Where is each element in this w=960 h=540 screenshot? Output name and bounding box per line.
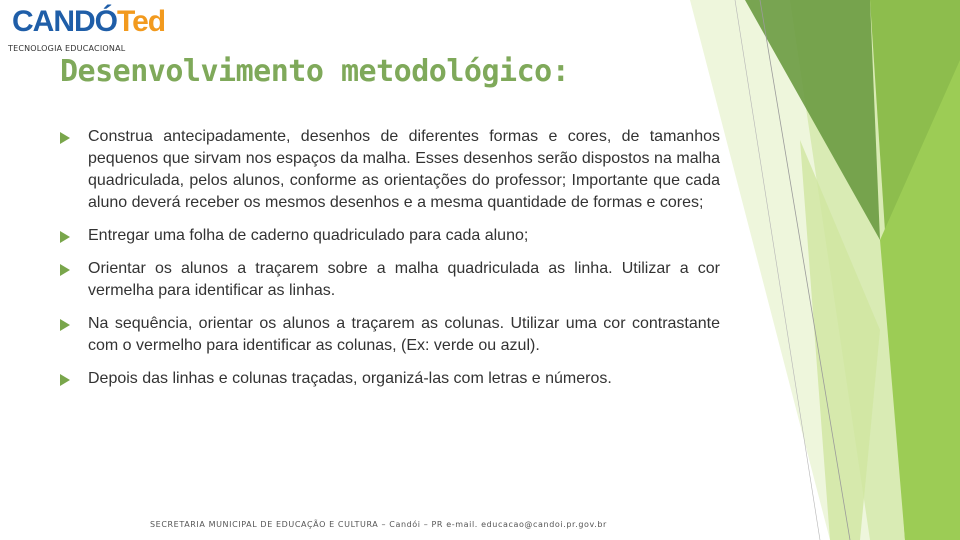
logo-name-main: CANDÓ (12, 5, 117, 38)
list-item (60, 368, 720, 390)
bullet-list (60, 126, 720, 390)
list-item-text: Depois das linhas e colunas traçadas, organizá-las com letras e números. (88, 370, 612, 387)
list-item-text: Orientar os alunos a traçarem sobre a malha quadriculada as linha. Utilizar a cor vermelha para identificar as linhas. (88, 260, 720, 299)
list-item (60, 126, 720, 214)
logo-name-accent: Ted (117, 5, 166, 38)
triangle-bullet-icon (60, 264, 70, 276)
logo-subtitle: TECNOLOGIA EDUCACIONAL (8, 44, 126, 53)
triangle-bullet-icon (60, 132, 70, 144)
footer: SECRETARIA MUNICIPAL DE EDUCAÇÃO E CULTURA – Candói – PR e-mail. educacao@candoi.pr.gov.br (150, 520, 607, 529)
list-item-text: Entregar uma folha de caderno quadriculado para cada aluno; (88, 227, 529, 244)
triangle-bullet-icon (60, 231, 70, 243)
list-item (60, 258, 720, 302)
triangle-bullet-icon (60, 319, 70, 331)
content-area (60, 126, 720, 401)
list-item-text: Na sequência, orientar os alunos a traçarem as colunas. Utilizar uma cor contrastante com o vermelho para identificar as colunas, (Ex: verde ou azul). (88, 315, 720, 354)
logo-wordmark (12, 4, 165, 40)
page-title: Desenvolvimento metodológico: (60, 54, 570, 89)
triangle-bullet-icon (60, 374, 70, 386)
logo (8, 2, 166, 56)
list-item (60, 313, 720, 357)
list-item-text: Construa antecipadamente, desenhos de diferentes formas e cores, de tamanhos pequenos que sirvam nos espaços da malha. Esses desenhos serão dispostos na malha quadriculada, pelos alunos, conforme as orientações do professor; Importante que cada aluno deverá receber os mesmos desenhos e a mesma quantidade de formas e cores; (88, 128, 720, 211)
list-item (60, 225, 720, 247)
